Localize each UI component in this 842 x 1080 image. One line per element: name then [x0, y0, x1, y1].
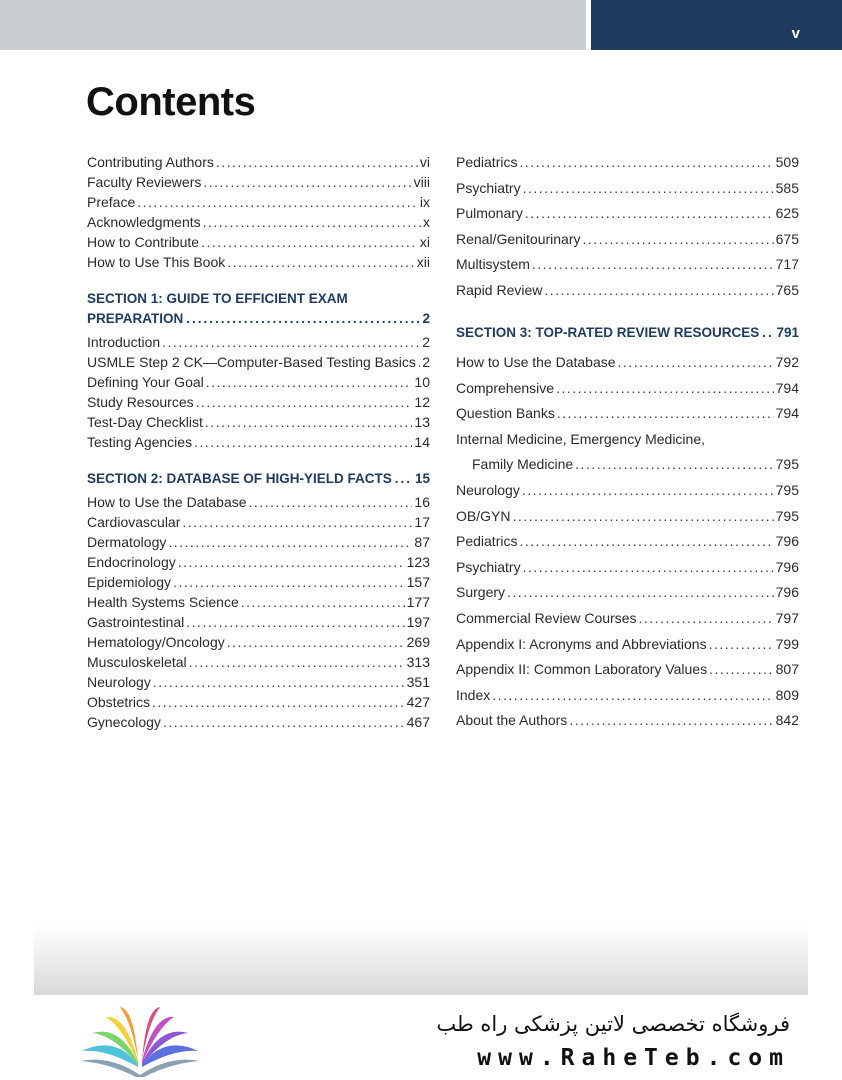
- toc-entry[interactable]: [87, 574, 430, 594]
- toc-entry-page: 2: [422, 311, 430, 326]
- toc-entry-page: 15: [414, 471, 430, 486]
- toc-entry-label: Multisystem: [456, 256, 530, 273]
- toc-entry-label: Surgery: [456, 584, 506, 601]
- dot-leader: [523, 559, 774, 575]
- toc-entry-label: Question Banks: [456, 405, 555, 422]
- toc-entry-page: 795: [775, 456, 799, 472]
- toc-entry[interactable]: [87, 694, 430, 714]
- toc-entry-label: Family Medicine: [472, 456, 574, 472]
- dot-leader: [227, 254, 415, 270]
- toc-entry-page: 792: [775, 354, 799, 370]
- toc-entry-label: How to Use the Database: [87, 494, 247, 510]
- dot-leader: [395, 471, 412, 486]
- toc-entry-label: How to Use This Book: [87, 254, 226, 270]
- toc-entry[interactable]: [87, 714, 430, 734]
- dot-leader: [575, 456, 774, 472]
- toc-entry-page: 351: [406, 674, 430, 690]
- dot-leader: [522, 482, 774, 498]
- toc-entry[interactable]: [87, 374, 430, 394]
- dot-leader: [639, 610, 774, 626]
- toc-entry-label: Endocrinology: [87, 554, 176, 570]
- toc-entry[interactable]: [456, 508, 799, 528]
- toc-entry[interactable]: [87, 594, 430, 614]
- dot-leader: [418, 354, 420, 370]
- toc-entry[interactable]: [472, 456, 799, 476]
- store-url[interactable]: www.RaheTeb.com: [477, 1045, 790, 1071]
- toc-entry[interactable]: [456, 687, 799, 707]
- toc-entry-label: Psychiatry: [456, 558, 521, 575]
- toc-entry-label: Comprehensive: [456, 379, 555, 396]
- toc-entry-page: 509: [775, 154, 799, 170]
- toc-entry-page: 717: [775, 256, 799, 273]
- toc-entry-label: Gastrointestinal: [87, 614, 185, 630]
- dot-leader: [525, 205, 774, 221]
- toc-entry-page: 799: [775, 635, 799, 652]
- dot-leader: [196, 394, 413, 410]
- dot-leader: [556, 380, 774, 396]
- dot-leader: [203, 214, 421, 230]
- toc-entry-page: 157: [406, 574, 430, 590]
- header-band: [0, 0, 586, 50]
- toc-entry-page: 807: [775, 661, 799, 678]
- dot-leader: [178, 554, 405, 570]
- toc-entry-page: 10: [414, 374, 430, 390]
- toc-entry[interactable]: [87, 254, 430, 274]
- dot-leader: [168, 534, 412, 550]
- toc-entry-page: 16: [414, 494, 430, 510]
- toc-entry-label: Gynecology: [87, 714, 161, 730]
- toc-entry[interactable]: [456, 661, 799, 681]
- dot-leader: [173, 574, 405, 590]
- toc-entry[interactable]: [87, 414, 430, 434]
- dot-leader: [194, 434, 412, 450]
- toc-entry-page: 87: [414, 534, 430, 550]
- toc-entry-page: 313: [406, 654, 430, 670]
- toc-entry-label: Test-Day Checklist: [87, 414, 203, 430]
- dot-leader: [618, 354, 774, 370]
- toc-entry[interactable]: [456, 610, 799, 630]
- toc-entry-label: Appendix I: Acronyms and Abbreviations: [456, 635, 707, 652]
- toc-entry-label: Dermatology: [87, 534, 167, 550]
- toc-entry-label: Contributing Authors: [87, 154, 214, 170]
- dot-leader: [227, 634, 405, 650]
- dot-leader: [186, 311, 419, 326]
- dot-leader: [544, 282, 773, 298]
- dot-leader: [205, 414, 413, 430]
- toc-entry-label: Renal/Genitourinary: [456, 230, 581, 247]
- dot-leader: [762, 325, 773, 340]
- dot-leader: [523, 180, 774, 196]
- toc-entry-page: 795: [775, 482, 799, 498]
- toc-entry-label: Study Resources: [87, 394, 194, 410]
- dot-leader: [583, 231, 774, 247]
- toc-entry[interactable]: [87, 534, 430, 554]
- toc-entry-page: 2: [422, 354, 430, 370]
- toc-entry[interactable]: [87, 494, 430, 514]
- toc-entry[interactable]: [456, 205, 799, 225]
- toc-entry-page: 427: [406, 694, 430, 710]
- dot-leader: [709, 661, 774, 677]
- toc-entry-page: 585: [775, 179, 799, 196]
- toc-entry-page: 2: [422, 334, 430, 350]
- toc-entry[interactable]: [87, 214, 430, 234]
- dot-leader: [182, 514, 412, 530]
- toc-entry-label: Cardiovascular: [87, 514, 181, 530]
- toc-entry-label: Pulmonary: [456, 205, 523, 222]
- dot-leader: [709, 636, 774, 652]
- toc-entry-page: 13: [414, 414, 430, 430]
- toc-entry[interactable]: [87, 634, 430, 654]
- dot-leader: [512, 508, 773, 524]
- toc-entry-page: 177: [406, 594, 430, 610]
- toc-entry[interactable]: [87, 334, 430, 354]
- dot-leader: [519, 533, 773, 549]
- toc-entry[interactable]: [87, 674, 430, 694]
- toc-entry-page: vi: [419, 154, 430, 170]
- page-number: v: [791, 25, 800, 42]
- toc-entry-label: Psychiatry: [456, 179, 521, 196]
- toc-entry-label: PREPARATION: [87, 311, 184, 326]
- toc-entry-page: 14: [414, 434, 430, 450]
- toc-entry[interactable]: [87, 514, 430, 534]
- toc-entry[interactable]: [456, 256, 799, 276]
- toc-entry[interactable]: [87, 614, 430, 634]
- toc-entry-label: How to Contribute: [87, 234, 200, 250]
- section-1-heading-page[interactable]: [87, 311, 430, 326]
- open-book-icon: [76, 1005, 204, 1077]
- dot-leader: [153, 674, 405, 690]
- toc-entry[interactable]: [456, 354, 799, 374]
- dot-leader: [162, 334, 420, 350]
- toc-entry-page: 795: [775, 507, 799, 524]
- toc-entry-label: Epidemiology: [87, 574, 172, 590]
- toc-entry-page: 809: [775, 686, 799, 703]
- toc-entry-page: x: [423, 214, 430, 230]
- store-name: فروشگاه تخصصی لاتین پزشکی راه طب: [436, 1012, 790, 1036]
- toc-entry-label: Index: [456, 686, 491, 703]
- toc-entry[interactable]: [87, 234, 430, 254]
- toc-entry-label: Neurology: [87, 674, 151, 690]
- toc-entry-page: 123: [406, 554, 430, 570]
- toc-entry-label: Testing Agencies: [87, 434, 193, 450]
- toc-entry-label: USMLE Step 2 CK—Computer-Based Testing Basics: [87, 354, 416, 370]
- dot-leader: [216, 154, 418, 170]
- toc-entry-label: Commercial Review Courses: [456, 610, 637, 626]
- dot-leader: [519, 154, 773, 170]
- toc-entry-label: OB/GYN: [456, 507, 511, 524]
- toc-entry-label: How to Use the Database: [456, 354, 616, 370]
- toc-entry-page: 794: [775, 379, 799, 396]
- footer: [0, 995, 842, 1080]
- dot-leader: [557, 405, 774, 421]
- toc-entry-label-line1: Internal Medicine, Emergency Medicine,: [456, 431, 706, 447]
- toc-entry-page: 796: [775, 584, 799, 601]
- toc-entry-label: Musculoskeletal: [87, 654, 187, 670]
- toc-entry[interactable]: [456, 231, 799, 251]
- toc-entry-label: Acknowledgments: [87, 214, 201, 230]
- dot-leader: [241, 594, 405, 610]
- toc-entry[interactable]: [456, 405, 799, 425]
- toc-entry[interactable]: [87, 394, 430, 414]
- toc-entry[interactable]: [87, 554, 430, 574]
- toc-entry-page: 625: [775, 205, 799, 222]
- toc-entry-label: Neurology: [456, 482, 520, 498]
- toc-entry-page: 765: [775, 282, 799, 298]
- dot-leader: [163, 714, 405, 730]
- page-title: Contents: [86, 80, 256, 124]
- toc-entry[interactable]: [87, 194, 430, 214]
- dot-leader: [137, 194, 418, 210]
- toc-entry[interactable]: [87, 354, 430, 374]
- toc-entry-page: viii: [413, 174, 430, 190]
- toc-entry-label: SECTION 2: DATABASE OF HIGH-YIELD FACTS: [87, 471, 392, 486]
- section-2-heading[interactable]: [87, 471, 430, 486]
- toc-entry-label: Introduction: [87, 334, 161, 350]
- toc-entry-page: xii: [416, 254, 430, 270]
- toc-entry-page: ix: [419, 194, 430, 210]
- toc-entry[interactable]: [456, 380, 799, 400]
- toc-entry-page: 467: [406, 714, 430, 730]
- toc-entry-label: Pediatrics: [456, 533, 518, 550]
- dot-leader: [203, 174, 411, 190]
- toc-entry[interactable]: [87, 654, 430, 674]
- toc-entry[interactable]: [456, 282, 799, 302]
- dot-leader: [249, 494, 413, 510]
- dot-leader: [532, 256, 774, 272]
- toc-entry[interactable]: [456, 482, 799, 502]
- toc-entry-label: About the Authors: [456, 712, 568, 729]
- toc-entry-page: 791: [776, 325, 799, 340]
- dot-leader: [201, 234, 418, 250]
- dot-leader: [569, 712, 773, 728]
- toc-entry[interactable]: [456, 180, 799, 200]
- toc-entry-page: 842: [775, 712, 799, 729]
- toc-entry-label: Pediatrics: [456, 154, 518, 170]
- dot-leader: [492, 687, 773, 703]
- toc-entry-label: Rapid Review: [456, 282, 543, 298]
- toc-entry-page: 17: [414, 514, 430, 530]
- toc-entry-label: SECTION 3: TOP-RATED REVIEW RESOURCES: [456, 325, 760, 340]
- toc-entry-label: Faculty Reviewers: [87, 174, 202, 190]
- toc-entry-page: 796: [775, 558, 799, 575]
- toc-entry-label: Obstetrics: [87, 694, 151, 710]
- toc-entry[interactable]: [456, 712, 799, 732]
- toc-entry-label: Health Systems Science: [87, 594, 239, 610]
- footer-shadow: [34, 925, 808, 995]
- dot-leader: [152, 694, 405, 710]
- toc-entry[interactable]: [456, 584, 799, 604]
- toc-entry-label: Appendix II: Common Laboratory Values: [456, 661, 708, 678]
- dot-leader: [189, 654, 405, 670]
- dot-leader: [186, 614, 404, 630]
- toc-entry-page: 675: [775, 230, 799, 247]
- toc-entry[interactable]: [456, 533, 799, 553]
- toc-entry[interactable]: [87, 434, 430, 454]
- toc-entry-label: Hematology/Oncology: [87, 634, 225, 650]
- toc-entry-label: Preface: [87, 194, 136, 210]
- toc-entry[interactable]: [87, 154, 430, 174]
- toc-entry-page: 269: [406, 634, 430, 650]
- toc-entry-page: 197: [406, 614, 430, 630]
- toc-entry[interactable]: [456, 636, 799, 656]
- dot-leader: [507, 584, 774, 600]
- toc-entry-label: Defining Your Goal: [87, 374, 204, 390]
- toc-entry[interactable]: [456, 559, 799, 579]
- toc-entry-page: 797: [775, 610, 799, 626]
- toc-entry[interactable]: [456, 154, 799, 174]
- section-1-heading: SECTION 1: GUIDE TO EFFICIENT EXAM: [87, 291, 348, 306]
- section-3-heading[interactable]: [456, 325, 799, 340]
- toc-entry-page: 12: [414, 394, 430, 410]
- header-accent-band: [591, 0, 842, 50]
- dot-leader: [206, 374, 413, 390]
- toc-entry-page: xi: [419, 234, 430, 250]
- toc-entry-page: 794: [775, 405, 799, 422]
- toc-entry-page: 796: [775, 533, 799, 550]
- toc-entry[interactable]: [87, 174, 430, 194]
